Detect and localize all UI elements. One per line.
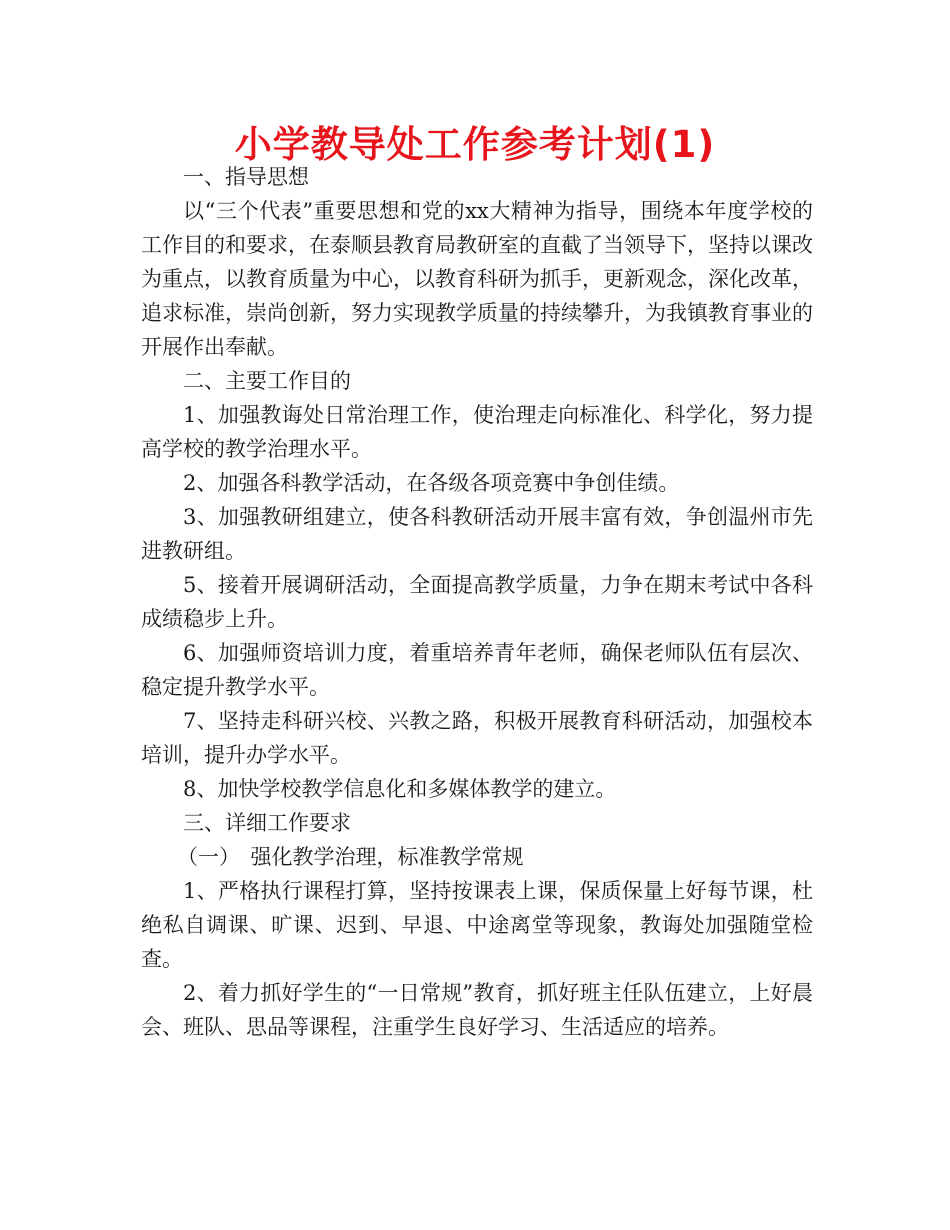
- list-item: 7、坚持走科研兴校、兴教之路，积极开展教育科研活动，加强校本培训，提升办学水平。: [141, 709, 813, 767]
- paragraph: 以“三个代表”重要思想和党的xx大精神为指导，围绕本年度学校的工作目的和要求，在泰顺县教育局教研室的直截了当领导下，坚持以课改为重点，以教育质量为中心，以教育科研为抓手，更新观念，深化改革，追求标准，崇尚创新，努力实现教学质量的持续攀升，为我镇教育事业的开展作出奉献。: [141, 199, 813, 359]
- list-item: 3、加强教研组建立，使各科教研活动开展丰富有效，争创温州市先进教研组。: [141, 505, 813, 563]
- section-heading: 二、主要工作目的: [183, 369, 351, 393]
- document-title: 小学教导处工作参考计划(1): [234, 123, 716, 166]
- list-item: 1、加强教诲处日常治理工作，使治理走向标准化、科学化，努力提高学校的教学治理水平。: [141, 403, 813, 461]
- section-heading: 一、指导思想: [183, 165, 309, 189]
- document-body: [141, 160, 813, 1044]
- list-item: 6、加强师资培训力度，着重培养青年老师，确保老师队伍有层次、稳定提升教学水平。: [141, 641, 813, 699]
- list-item: 1、严格执行课程打算，坚持按课表上课，保质保量上好每节课，杜绝私自调课、旷课、迟到、早退、中途离堂等现象，教诲处加强随堂检查。: [141, 879, 813, 971]
- section-heading: 三、详细工作要求: [183, 811, 351, 835]
- subsection-heading: （一） 强化教学治理，标准教学常规: [177, 845, 524, 869]
- list-item: 2、加强各科教学活动，在各级各项竞赛中争创佳绩。: [183, 471, 680, 495]
- list-item: 5、接着开展调研活动，全面提高教学质量，力争在期末考试中各科成绩稳步上升。: [141, 573, 813, 631]
- list-item: 2、着力抓好学生的“一日常规”教育，抓好班主任队伍建立，上好晨会、班队、思品等课程，注重学生良好学习、生活适应的培养。: [141, 981, 813, 1039]
- list-item: 8、加快学校教学信息化和多媒体教学的建立。: [183, 777, 617, 801]
